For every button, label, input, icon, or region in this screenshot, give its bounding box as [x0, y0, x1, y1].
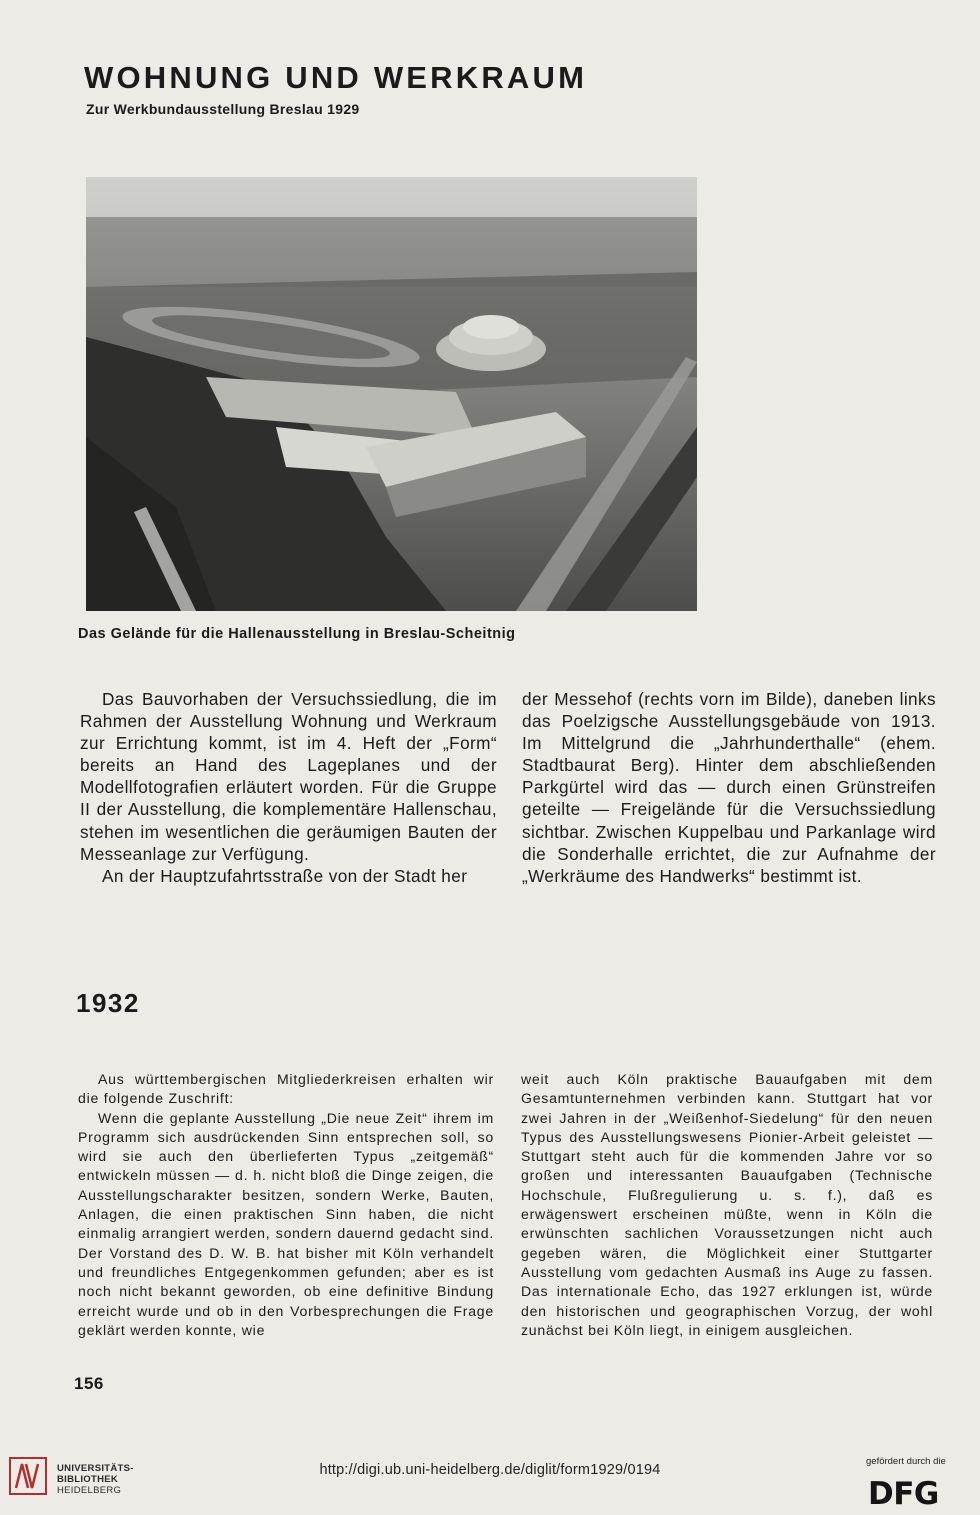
- paragraph: Das Bauvorhaben der Versuchssiedlung, die im Rahmen der Ausstellung Wohnung und Werkraum zur Errichtung kommt, ist im 4. Heft der „Form“ bereits an Hand des Lageplanes und der Modellfotografien erläutert worden. Für die Gruppe II der Ausstellung, die komplementäre Hallenschau, stehen im wesentlichen die geräumigen Bauten der Messeanlage zur Verfügung.: [80, 689, 497, 864]
- library-line: UNIVERSITÄTS-: [57, 1463, 134, 1474]
- section-heading: 1932: [76, 988, 140, 1018]
- figure-caption: Das Gelände für die Hallenausstellung in Breslau-Scheitnig: [78, 626, 516, 642]
- page-subtitle: Zur Werkbundausstellung Breslau 1929: [86, 101, 360, 117]
- section2-left-column: [78, 1070, 494, 1340]
- section2-right-column: [521, 1070, 933, 1340]
- paragraph: Wenn die geplante Ausstellung „Die neue Zeit“ ihrem im Programm sich ausdrückenden Sinn entsprechen soll, so wird sie auch den überlieferten Typus „zeitgemäß“ entwickeln müssen — d. h. nicht bloß die Dinge zeigen, die Ausstellungscharakter besitzen, sondern Werke, Bauten, Anlagen, die einen praktischen Sinn haben, die nicht einmalig arrangiert werden, sondern dauernd gedacht sind. Der Vorstand des D. W. B. hat bisher mit Köln verhandelt und freundliches Entgegenkommen gefunden; aber es ist noch nicht bekannt geworden, ob eine definitive Bindung erreicht wurde und ob in den Vorbesprechungen die Frage geklärt werden konnte, wie: [78, 1109, 494, 1338]
- dfg-logo: DFG: [868, 1476, 939, 1512]
- library-line: HEIDELBERG: [57, 1485, 122, 1496]
- section1-left-column: [80, 688, 497, 887]
- paragraph: weit auch Köln praktische Bauaufgaben mit dem Gesamtunternehmen verbinden kann. Stuttgart hat vor zwei Jahren in der „Weißenhof-Siedelung“ für den neuen Typus des Ausstellungswesens Pionier-Arbeit geleistet — Stuttgart steht auch für die kommenden Jahre vor so großen und interessanten Bauaufgaben (Technische Hochschule, Flußregulierung u. s. f.), daß es erwägenswert erscheinen müßte, wenn in Köln die erwünschten sachlichen Voraussetzungen nicht auch gegeben wären, die Möglichkeit einer Stuttgarter Ausstellung vom gedachten Ausmaß ins Auge zu fassen. Das internationale Echo, das 1927 erklungen ist, würde den historischen und geographischen Vorzug, der wohl zunächst bei Köln liegt, in einigem ausgleichen.: [521, 1071, 933, 1338]
- page-title: WOHNUNG UND WERKRAUM: [84, 60, 588, 95]
- page-number: 156: [74, 1374, 104, 1393]
- paragraph: Aus württembergischen Mitgliederkreisen erhalten wir die folgende Zuschrift:: [78, 1071, 494, 1107]
- source-url-link[interactable]: http://digi.ub.uni-heidelberg.de/diglit/form1929/0194: [319, 1462, 661, 1478]
- paragraph: der Messehof (rechts vorn im Bilde), daneben links das Poelzigsche Ausstellungsgebäude von 1913. Im Mittelgrund die „Jahrhunderthalle“ (ehem. Stadtbaurat Berg). Hinter dem abschließenden Parkgürtel wird das — durch einen Grünstreifen geteilte — Freigelände für die Versuchssiedlung sichtbar. Zwischen Kuppelbau und Parkanlage wird die Sonderhalle errichtet, die zur Aufnahme der „Werkräume des Handwerks“ bestimmt ist.: [522, 689, 936, 886]
- aerial-photo: [86, 177, 697, 611]
- funding-note: gefördert durch die: [866, 1456, 946, 1467]
- section1-right-column: [522, 688, 936, 887]
- library-line: BIBLIOTHEK: [57, 1474, 119, 1485]
- paragraph: An der Hauptzufahrtsstraße von der Stadt her: [102, 865, 468, 886]
- aerial-photo-illustration: [86, 177, 697, 611]
